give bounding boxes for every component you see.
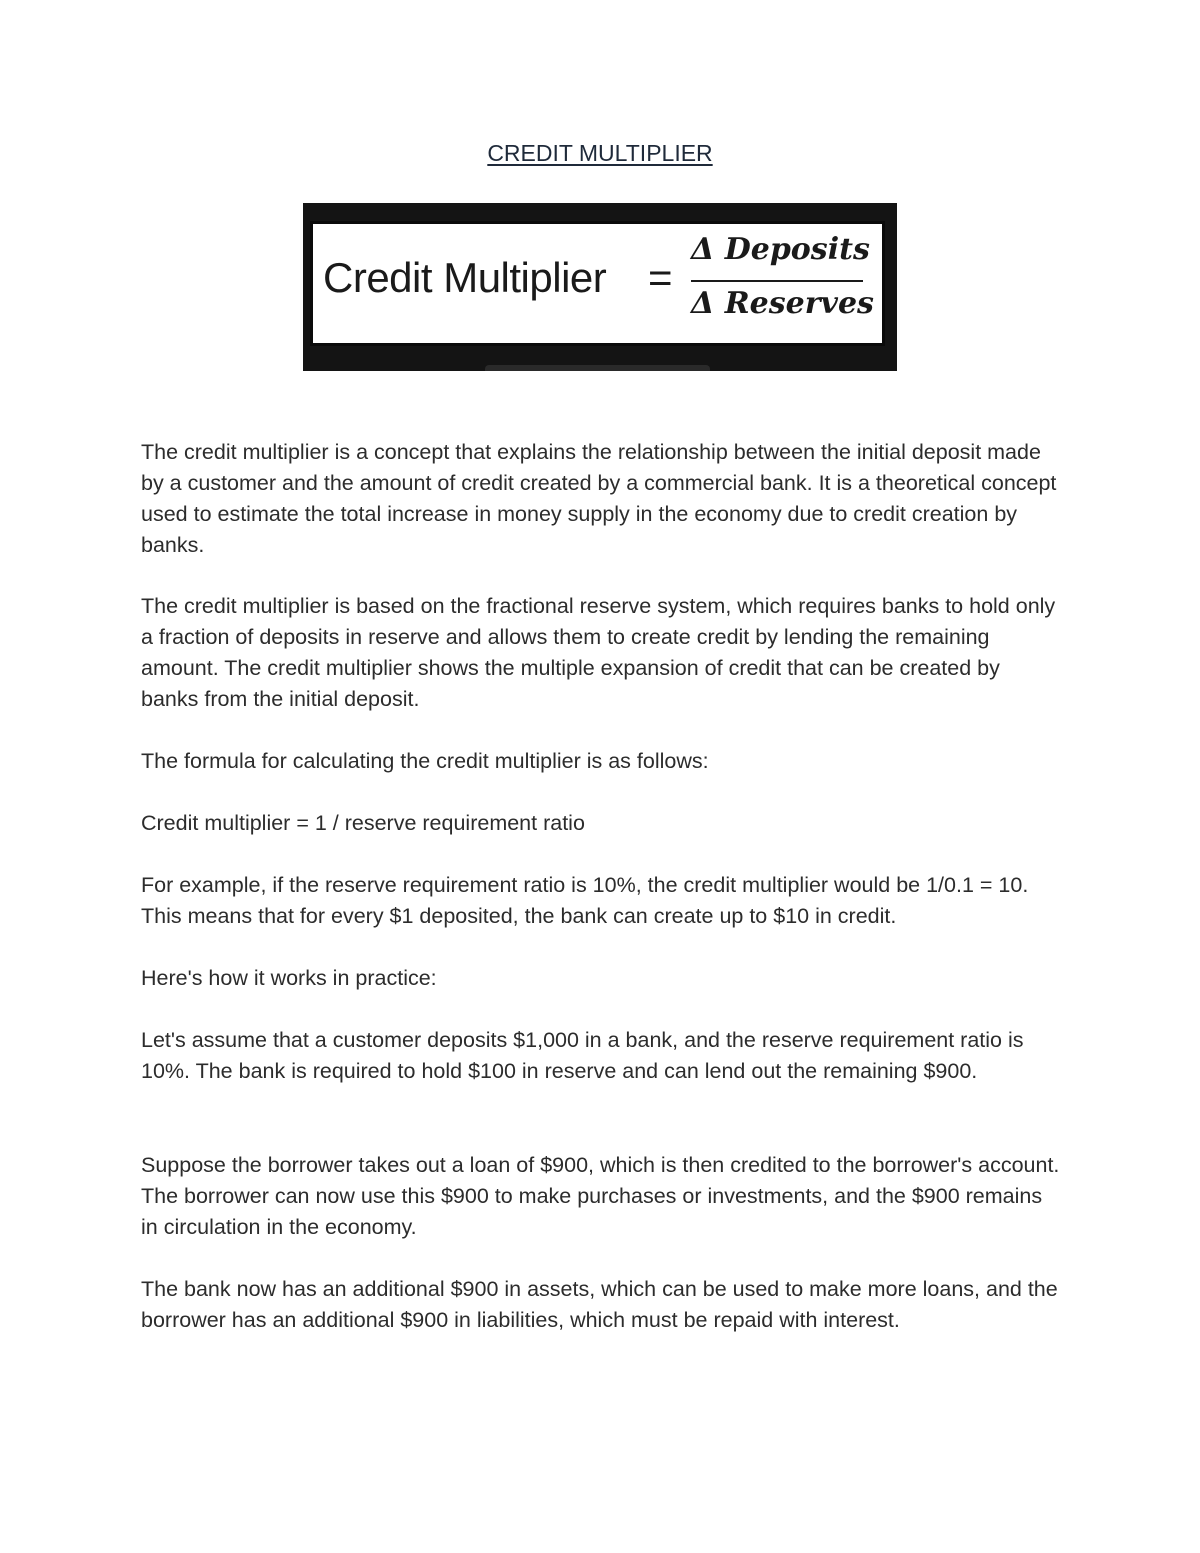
paragraph-loan-scenario: Suppose the borrower takes out a loan of $900, which is then credited to the borrower's account. The borrower can now use this $900 to make purchases or investments, and the $900 remains in circulation in the economy. [141, 1153, 1060, 1239]
paragraph-formula: Credit multiplier = 1 / reserve requirement ratio [141, 811, 585, 835]
paragraph-example: For example, if the reserve requirement ratio is 10%, the credit multiplier would be 1/0.1 = 10. This means that for every $1 deposited, the bank can create up to $10 in credit. [141, 873, 1029, 928]
fraction-bar [691, 280, 863, 282]
formula-denominator: Δ Reserves [691, 286, 874, 321]
formula-image [303, 203, 897, 371]
paragraph-assets-liabilities: The bank now has an additional $900 in assets, which can be used to make more loans, and the borrower has an additional $900 in liabilities, which must be repaid with interest. [141, 1277, 1058, 1332]
formula-equals: = [648, 254, 673, 301]
document-title: CREDIT MULTIPLIER [487, 140, 713, 166]
paragraph-deposit-scenario: Let's assume that a customer deposits $1,000 in a bank, and the reserve requirement ratio is 10%. The bank is required to hold $100 in reserve and can lend out the remaining $900. [141, 1028, 1024, 1083]
paragraph-formula-intro: The formula for calculating the credit multiplier is as follows: [141, 749, 709, 773]
formula-panel [310, 221, 885, 346]
formula-lhs: Credit Multiplier [323, 254, 607, 301]
paragraph-practice-intro: Here's how it works in practice: [141, 966, 437, 990]
formula-frame-tab [485, 365, 710, 371]
paragraph-definition: The credit multiplier is a concept that explains the relationship between the initial deposit made by a customer and the amount of credit created by a commercial bank. It is a theoretical concept used to estimate the total increase in money supply in the economy due to credit creation by banks. [141, 440, 1057, 557]
formula-fraction [691, 232, 874, 332]
formula-numerator: Δ Deposits [691, 232, 870, 267]
paragraph-fractional-reserve: The credit multiplier is based on the fractional reserve system, which requires banks to hold only a fraction of deposits in reserve and allows them to create credit by lending the remaining amount. The credit multiplier shows the multiple expansion of credit that can be created by banks from the initial deposit. [141, 594, 1056, 711]
